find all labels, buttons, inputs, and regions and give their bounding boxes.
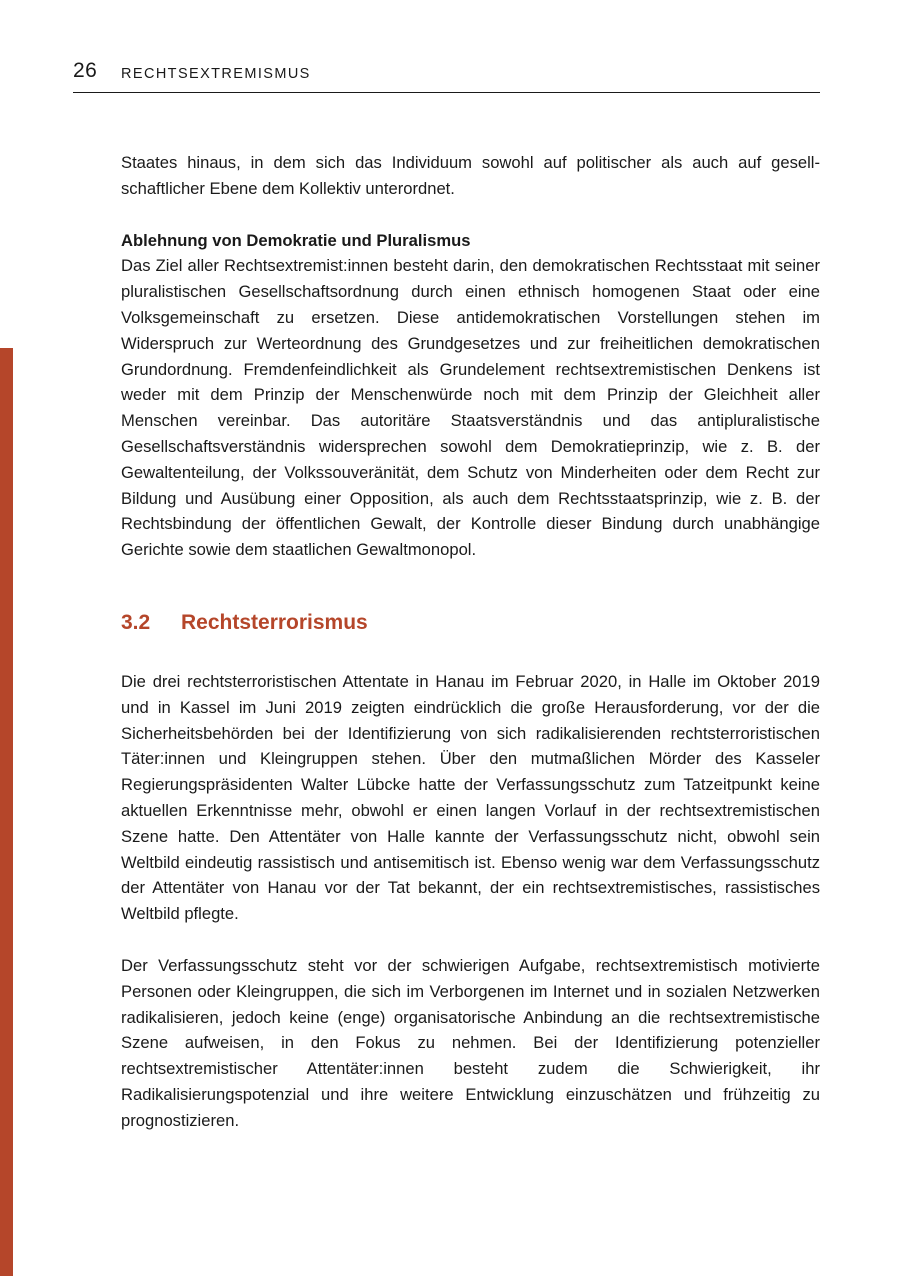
- subheading: Ablehnung von Demokratie und Pluralismus: [121, 230, 471, 250]
- paragraph-continued: Staates hinaus, in dem sich das Individuum sowohl auf politischer als auch auf gesellschaftlicher Ebene dem Kollektiv unterordnet.: [121, 153, 820, 198]
- section-title: Rechtsterrorismus: [181, 610, 368, 634]
- page-body: [121, 150, 820, 1134]
- paragraph-attacks: Die drei rechtsterroristischen Attentate in Hanau im Februar 2020, in Halle im Oktober 2019 und in Kassel im Juni 2019 zeigten eindrücklich die große Herausforderung, vor der die Sicherheitsbehörden bei der Identifizierung von sich radikalisierenden rechtsterroristischen Täter:innen und Kleingruppen stehen. Über den mutmaßlichen Mörder des Kasseler Regierungspräsidenten Walter Lübcke hatte der Verfassungsschutz zum Tatzeitpunkt keine aktuellen Erkenntnisse mehr, obwohl er einen langen Vorlauf in der rechtsextremistischen Szene hatte. Den Attentäter von Halle kannte der Verfassungsschutz nicht, obwohl sein Weltbild eindeutig rassistisch und antisemitisch ist. Ebenso wenig war dem Verfassungsschutz der Attentäter von Hanau vor der Tat bekannt, der ein rechtsextremistisches, rassistisches Weltbild pflegte.: [121, 671, 820, 924]
- page-header: [73, 58, 820, 93]
- page-number: 26: [73, 59, 98, 82]
- chapter-edge-marker: [0, 348, 13, 1276]
- section-heading: [121, 609, 820, 637]
- paragraph-democracy: Das Ziel aller Rechtsextremist:innen besteht darin, den demokratischen Rechtsstaat mit seiner pluralistischen Gesellschaftsordnung durch einen ethnisch homogenen Staat oder eine Volksgemeinschaft zu ersetzen. Diese antidemokratischen Vorstellungen stehen im Widerspruch zur Werteordnung des Grundgesetzes und zur freiheitlichen demokratischen Grundordnung. Fremdenfeindlichkeit als Grundelement rechtsextremistischen Denkens ist weder mit dem Prinzip der Menschenwürde noch mit dem Prinzip der Gleichheit aller Menschen vereinbar. Das autoritäre Staatsverständnis und das antipluralistische Gesellschaftsverständnis widersprechen sowohl dem Demokratieprinzip, wie z. B. der Gewaltenteilung, der Volkssouveränität, dem Schutz von Minderheiten oder dem Recht zur Bildung und Ausübung einer Opposition, als auch dem Rechtsstaatsprinzip, wie z. B. der Rechtsbindung der öffentlichen Gewalt, der Kontrolle dieser Bindung durch unabhängige Gerichte sowie dem staatlichen Gewaltmonopol.: [121, 256, 820, 560]
- running-title: RECHTSEXTREMISMUS: [121, 66, 311, 82]
- paragraph-task: Der Verfassungsschutz steht vor der schwierigen Aufgabe, rechtsextremistisch motivierte Personen oder Kleingruppen, die sich im Verborgenen im Internet und in sozialen Netzwerken radikalisieren, jedoch keine (enge) organisatorische Anbindung an die rechtsextremistische Szene aufweisen, in den Fokus zu nehmen. Bei der Identifizierung potenzieller rechtsextremistischer Attentäter:innen besteht zudem die Schwierigkeit, ihr Radikalisierungspotenzial und ihre weitere Entwicklung einzuschätzen und frühzeitig zu prognostizieren.: [121, 955, 820, 1130]
- section-number: 3.2: [121, 610, 151, 634]
